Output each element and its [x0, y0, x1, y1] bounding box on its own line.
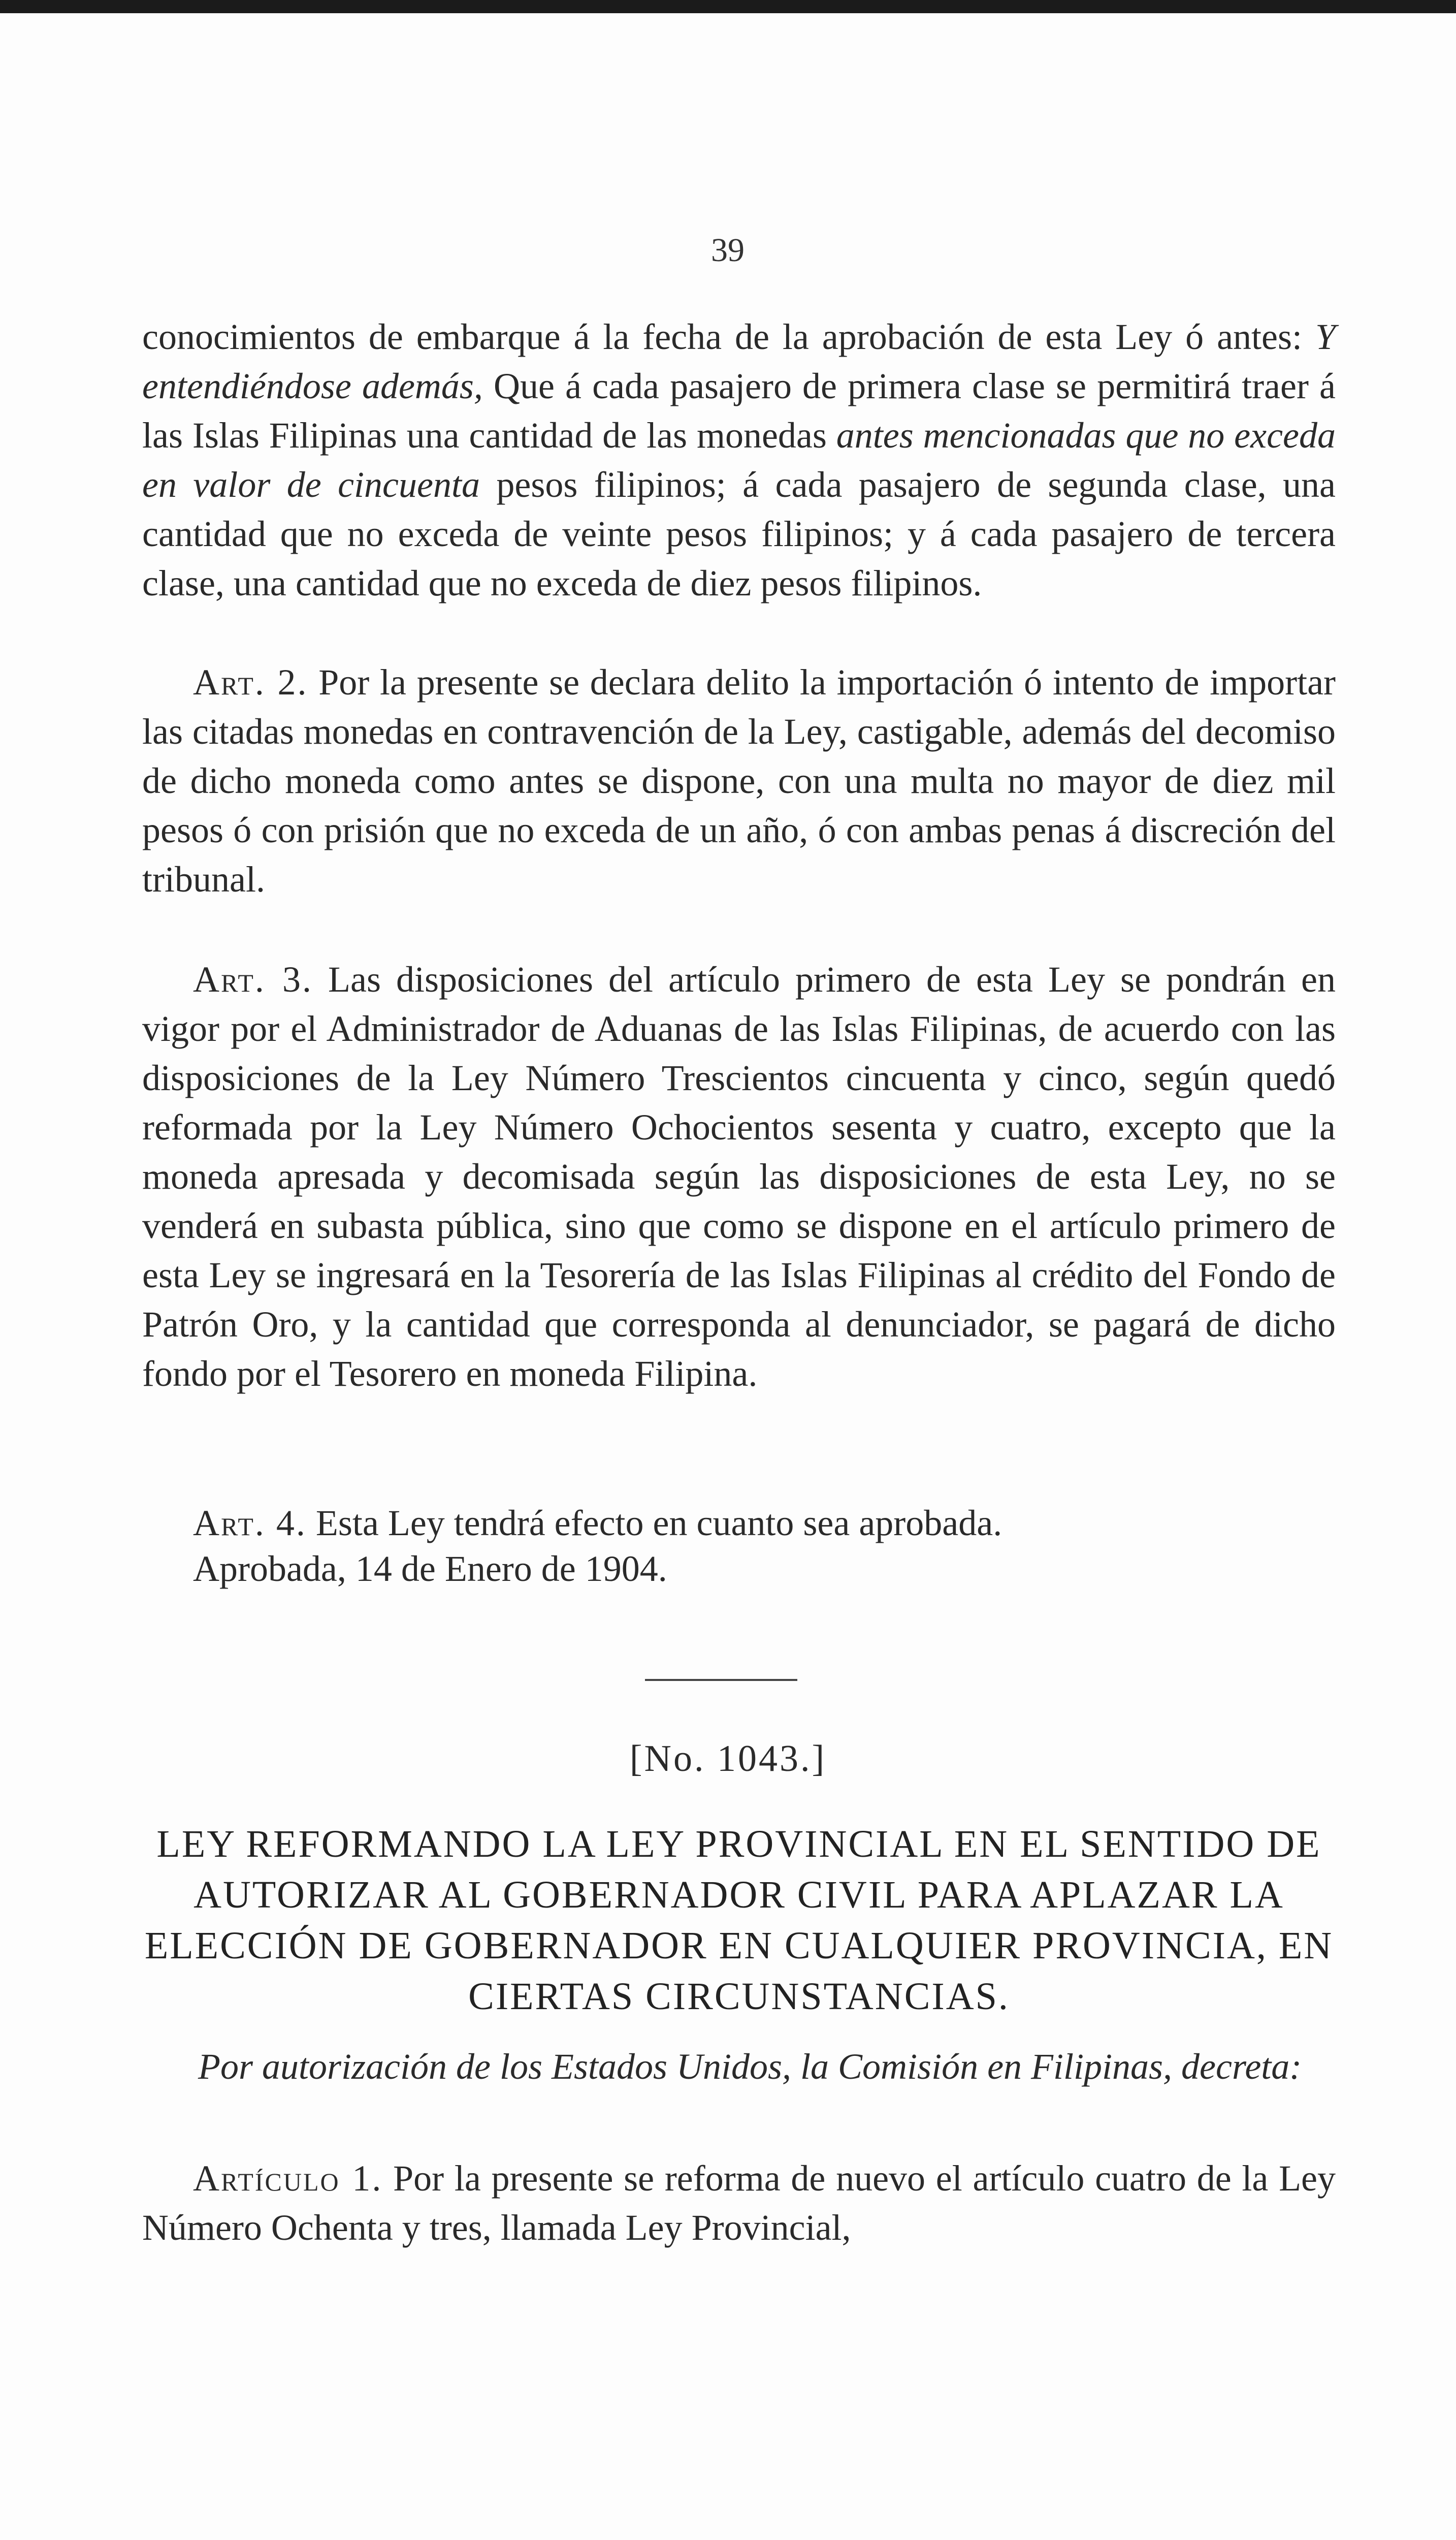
article-3: [142, 955, 1336, 1399]
p1-italic: Y entendiéndose además,: [142, 316, 1336, 406]
section-divider: [645, 1679, 797, 1681]
page-number: 39: [711, 232, 745, 269]
article-2-text: Por la presente se declara delito la importación ó intento de importar las citadas monedas en contravención de la Ley, castigable, además del decomiso de dicho moneda como antes se dispone, con una multa no mayor de diez mil pesos ó con prisión que no exceda de un año, ó con ambas penas á discreción del tribunal.: [142, 662, 1336, 900]
article-4-label: Art. 4.: [193, 1503, 307, 1543]
article-3-text: Las disposiciones del artículo primero de esta Ley se pondrán en vigor por el Administrador de Aduanas de las Islas Filipinas, de acuerdo con las disposiciones de la Ley Número Trescientos cincuenta y cinco, según quedó reformada por la Ley Número Ochocientos sesenta y cuatro, excepto que la moneda apresada y decomisada según las disposiciones de esta Ley, no se venderá en subasta pública, sino que como se dispone en el artículo primero de esta Ley se ingresará en la Tesorería de las Islas Filipinas al crédito del Fondo de Patrón Oro, y la cantidad que corresponda al denunciador, se pagará de dicho fondo por el Tesorero en moneda Filipina.: [142, 959, 1336, 1394]
law-number: [No. 1043.]: [629, 1738, 827, 1780]
article-4: [142, 1499, 1336, 1548]
scan-edge-top: [0, 0, 1456, 13]
p1-text-a: conocimientos de embarque á la fecha de la aprobación de esta Ley ó antes:: [142, 316, 1303, 357]
article-1: [142, 2154, 1336, 2252]
p1-text-c: pesos filipinos; á cada pasajero de segunda clase, una cantidad que no exceda de veinte pesos filipinos; y á cada pasajero de tercera clase, una cantidad que no exceda de diez pesos filipinos.: [142, 464, 1336, 604]
article-2: [142, 658, 1336, 904]
article-1-text: Por la presente se reforma de nuevo el artículo cuatro de la Ley Número Ochenta y tres, llamada Ley Provincial,: [142, 2158, 1336, 2248]
article-3-label: Art. 3.: [193, 959, 313, 1000]
p1-text-b: Que á cada pasajero de primera clase se permitirá traer á las Islas Filipinas una cantidad de las monedas: [142, 366, 1336, 456]
paragraph-continuation: [142, 312, 1336, 608]
law-title: LEY REFORMANDO LA LEY PROVINCIAL EN EL SENTIDO DE AUTORIZAR AL GOBERNADOR CIVIL PARA APLAZAR LA ELECCIÓN DE GOBERNADOR EN CUALQUIER PROVINCIA, EN CIERTAS CIRCUNSTANCIAS.: [144, 1823, 1334, 2018]
enacting-clause: Por autorización de los Estados Unidos, la Comisión en Filipinas, decreta:: [198, 2046, 1302, 2087]
approval-date: Aprobada, 14 de Enero de 1904.: [193, 1548, 667, 1589]
p1-italic2: antes mencionadas que no exceda en valor de cincuenta: [142, 415, 1336, 505]
article-2-label: Art. 2.: [193, 662, 308, 703]
article-4-text: Esta Ley tendrá efecto en cuanto sea aprobada.: [315, 1503, 1002, 1543]
article-1-label: Artículo 1.: [193, 2158, 383, 2199]
